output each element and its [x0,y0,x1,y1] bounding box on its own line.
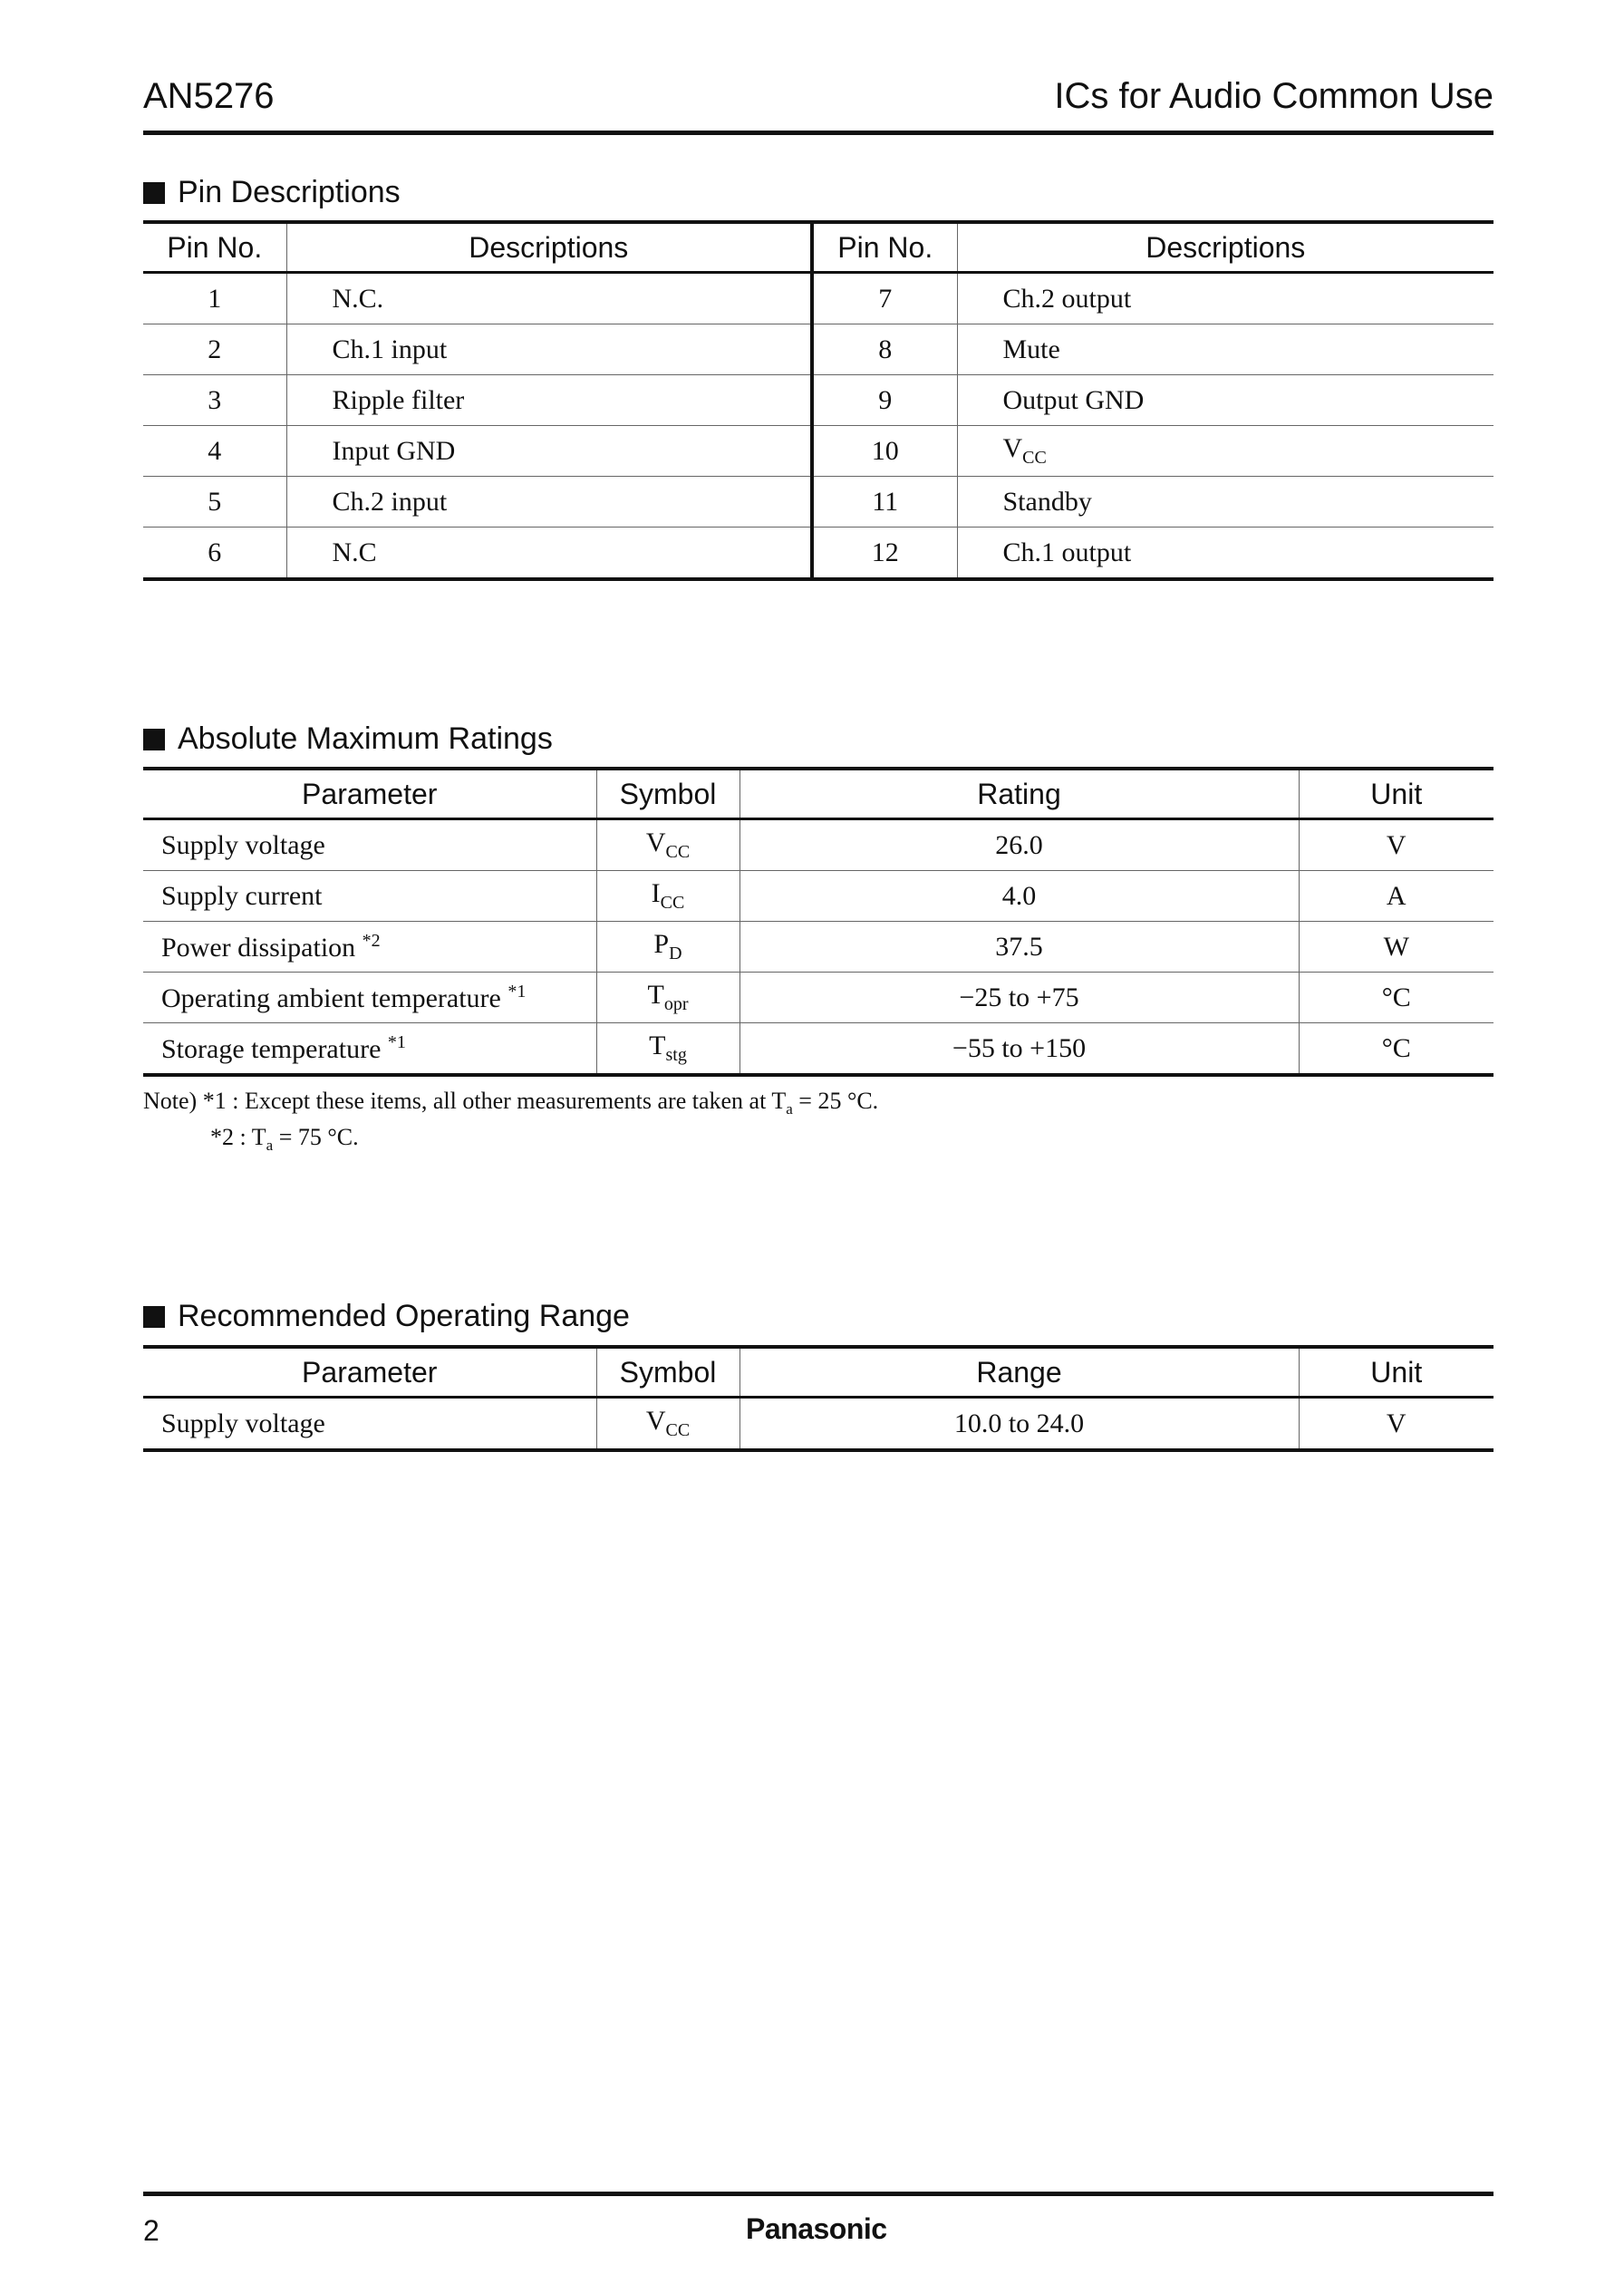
pin-number: 3 [208,384,222,415]
pin-descriptions-title: Pin Descriptions [143,175,401,210]
rating: 37.5 [740,922,1299,973]
table-row [143,426,1494,477]
pin-description: N.C. [286,273,812,324]
unit: °C [1299,1023,1494,1076]
column-header: Range [740,1347,1299,1398]
symbol: $T_{opr}$ [596,973,740,1023]
square-bullet-icon [143,729,165,750]
column-header: Symbol [596,769,740,819]
rating: 26.0 [740,819,1299,871]
pin-number: 7 [812,273,957,324]
parameter: Storage temperature $^{*1}$ [161,1031,406,1064]
symbol: $V_{CC}$ [596,1398,740,1451]
pin-descriptions-table [143,220,1494,581]
pin-number: 2 [208,334,222,364]
document-category: ICs for Audio Common Use [1054,76,1494,116]
page-header [143,73,1494,135]
pin-description: Output GND [957,375,1494,426]
parameter: Supply voltage [161,829,325,860]
table-row [143,871,1494,922]
unit: V [1299,1398,1494,1451]
recommended-operating-range-table [143,1345,1494,1452]
parameter: Supply current [161,880,323,911]
pin-description: Ch.1 input [286,324,812,375]
square-bullet-icon [143,1306,165,1328]
rating: −55 to +150 [740,1023,1299,1076]
column-header: Parameter [302,777,438,810]
page-number: 2 [143,2214,160,2247]
table-row [143,273,1494,324]
pin-description: Mute [957,324,1494,375]
parameter: Supply voltage [161,1408,325,1438]
table-header-row [143,1347,1494,1398]
table-row [143,528,1494,580]
symbol: $V_{CC}$ [596,819,740,871]
column-header: Pin No. [167,230,263,264]
symbol: $I_{CC}$ [596,871,740,922]
pin-number: 10 [812,426,957,477]
unit: °C [1299,973,1494,1023]
rating: −25 to +75 [740,973,1299,1023]
symbol: $P_D$ [596,922,740,973]
range: 10.0 to 24.0 [740,1398,1299,1451]
column-header: Unit [1299,769,1494,819]
pin-description-vcc: $V_{CC}$ [957,426,1494,477]
table-row [143,324,1494,375]
column-header: Unit [1299,1347,1494,1398]
note-1: Note) *1 : Except these items, all other measurements are taken at $T_a = 25$ °C. [143,1088,879,1118]
unit: W [1299,922,1494,973]
rating: 4.0 [740,871,1299,922]
symbol: $T_{stg}$ [596,1023,740,1076]
page-footer [143,2192,1494,2247]
column-header: Symbol [596,1347,740,1398]
pin-description: Input GND [286,426,812,477]
parameter: Power dissipation $^{*2}$ [161,930,381,963]
pin-number: 11 [812,477,957,528]
part-number: AN5276 [143,76,275,116]
pin-description: Ch.2 output [957,273,1494,324]
pin-number: 1 [208,283,222,314]
table-row [143,1398,1494,1451]
absolute-max-ratings-title: Absolute Maximum Ratings [143,721,553,757]
pin-number: 6 [208,537,222,567]
recommended-operating-range-title: Recommended Operating Range [143,1299,630,1334]
pin-number: 12 [812,528,957,580]
column-header: Parameter [302,1355,438,1389]
brand-logo: Panasonic [746,2212,887,2245]
note-2: *2 : $T_a = 75$ °C. [210,1124,359,1155]
unit: A [1299,871,1494,922]
square-bullet-icon [143,182,165,204]
unit: V [1299,819,1494,871]
pin-number: 5 [208,486,222,517]
column-header: Descriptions [957,222,1494,273]
table-header-row [143,769,1494,819]
pin-number: 9 [812,375,957,426]
table-row [143,477,1494,528]
parameter: Operating ambient temperature $^{*1}$ [161,981,527,1013]
table-row [143,922,1494,973]
pin-description: Standby [957,477,1494,528]
table-row [143,819,1494,871]
pin-description: Ripple filter [286,375,812,426]
pin-number: 8 [812,324,957,375]
table-header-row [143,222,1494,273]
column-header: Pin No. [812,222,957,273]
pin-description: Ch.2 input [286,477,812,528]
column-header: Descriptions [286,222,812,273]
pin-description: Ch.1 output [957,528,1494,580]
column-header: Rating [740,769,1299,819]
pin-number: 4 [208,435,222,466]
table-row [143,973,1494,1023]
table-row [143,1023,1494,1076]
pin-description: N.C [286,528,812,580]
absolute-max-ratings-table [143,767,1494,1077]
table-row [143,375,1494,426]
